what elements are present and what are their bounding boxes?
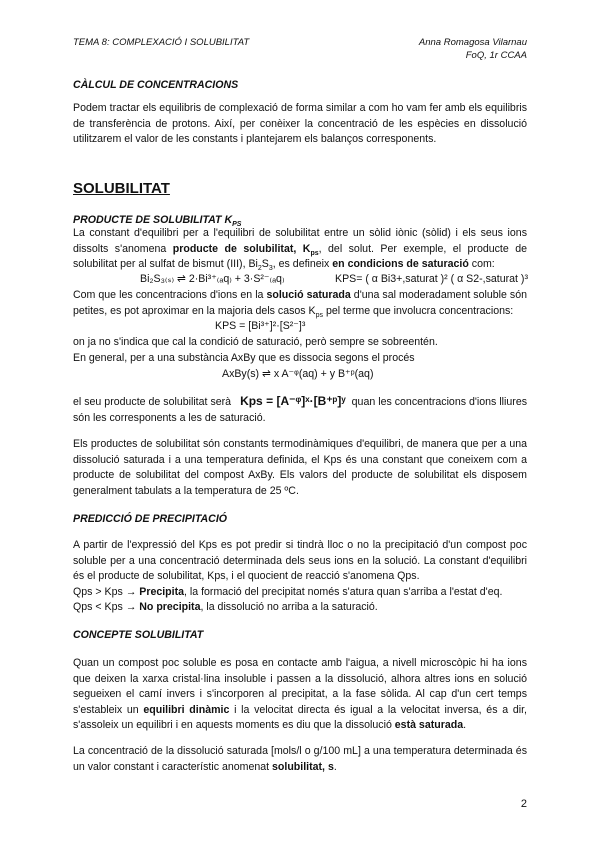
section-title-solubilitat: SOLUBILITAT bbox=[73, 180, 170, 197]
producte-paragraph-4: En general, per a una substància AxBy que es dissocia segons el procés bbox=[73, 352, 415, 364]
header-left: TEMA 8: COMPLEXACIÓ I SOLUBILITAT bbox=[73, 37, 250, 48]
equation-dissociation: Bi₂S₃₍ₛ₎ ⇌ 2·Bi³⁺₍ₐq₎ + 3·S²⁻₍ₐq₎ bbox=[140, 273, 285, 285]
subsection-title-producte: PRODUCTE DE SOLUBILITAT $K_{PS}$ bbox=[73, 214, 242, 229]
equation-general-dissociation: AxBy(s) ⇌ x A⁻ᵠ(aq) + y B⁺ᵖ(aq) bbox=[222, 368, 374, 380]
prediccio-precipita-line: Qps > Kps → Precipita, la formació del precipitat només s'atura quan s'arriba a l'estat d'eq. bbox=[73, 586, 503, 598]
header-right-course: FoQ, 1r CCAA bbox=[465, 50, 527, 61]
concepte-paragraph-1: Quan un compost poc soluble es posa en contacte amb l'aigua, a nivell microscòpic hi ha ions que deixen la xarxa cristal·lina insoluble i passen a la dissolució, alhora altres ions en solució segueixen el camí invers i s'incorporen al precipitat, a la fase sòlida. Al cap d'un cert temps s'estableix un equilibri dinàmic i la velocitat directa és igual a la velocitat inversa, és a dir, s'assoleix un equilibri i en aquests moments es diu que la dissolució està saturada. bbox=[73, 657, 527, 732]
concepte-paragraph-2: La concentració de la dissolució saturada [mols/l o g/100 mL] a una temperatura determinada és un valor constant i característic anomenat solubilitat, s. bbox=[73, 745, 527, 773]
producte-paragraph-2: Com que les concentracions d'ions en la solució saturada d'una sal moderadament soluble són petites, es pot aproximar en la majoria dels casos $K_{ps}$ pel terme que involucra concentracions: bbox=[73, 289, 527, 319]
section-title-calcul: CÀLCUL DE CONCENTRACIONS bbox=[73, 79, 239, 91]
prediccio-paragraph: A partir de l'expressió del Kps es pot predir si tindrà lloc o no la precipitació d'un compost poc soluble per a una concentració determinada dels seus ions en la solució. La constant d'equilibri és el producte de solubilitat, Kps, i el quocient de reacció s'anomena Qps. bbox=[73, 539, 527, 583]
producte-paragraph-3: on ja no s'indica que cal la condició de saturació, però sempre se sobreentén. bbox=[73, 336, 438, 348]
producte-paragraph-6: Els productes de solubilitat són constants termodinàmiques d'equilibri, de manera que per a una dissolució saturada i a una temperatura definida, el Kps és una constant que coneixem com a producte de solubilitat del compost AxBy. Els valors del producte de solubilitat els disposem generalment tabulats a la temperatura de 25 ºC. bbox=[73, 438, 527, 497]
prediccio-no-precipita-line: Qps < Kps → No precipita, la dissolució no arriba a la saturació. bbox=[73, 601, 378, 613]
producte-paragraph-5: el seu producte de solubilitat serà Kps = [A⁻ᵠ]ˣ·[B⁺ᵖ]ʸ quan les concentracions d'ions lliures són les corresponents a les de saturació. bbox=[73, 394, 528, 424]
equation-kps-concentration: KPS = [Bi³⁺]²·[S²⁻]³ bbox=[215, 320, 306, 332]
equation-kps-activity: KPS= ( α Bi3+,saturat )² ( α S2-,saturat )³ bbox=[335, 273, 528, 285]
subsection-title-concepte: CONCEPTE SOLUBILITAT bbox=[73, 629, 204, 641]
header-right-author: Anna Romagosa Vilarnau bbox=[418, 37, 527, 48]
producte-paragraph-1: La constant d'equilibri per a l'equilibri de solubilitat entre un sòlid iònic (sòlid) i els seus ions dissolts s'anomena producte de solubilitat, $K_{ps}$, del solut. Per exemple, el producte de solubilitat per al sulfat de bismut (III), $Bi_2S_3$, es defineix en condicions de saturació com: bbox=[73, 227, 527, 273]
page-number: 2 bbox=[520, 798, 527, 810]
subsection-title-prediccio: PREDICCIÓ DE PRECIPITACIÓ bbox=[73, 513, 228, 525]
calcul-paragraph: Podem tractar els equilibris de complexació de forma similar a com ho vam fer amb els equilibris de transferència de protons. Així, per conèixer la concentració de les espècies en dissolució utilitzarem el valor de les constants i plantejarem els balanços corresponents. bbox=[73, 102, 527, 146]
